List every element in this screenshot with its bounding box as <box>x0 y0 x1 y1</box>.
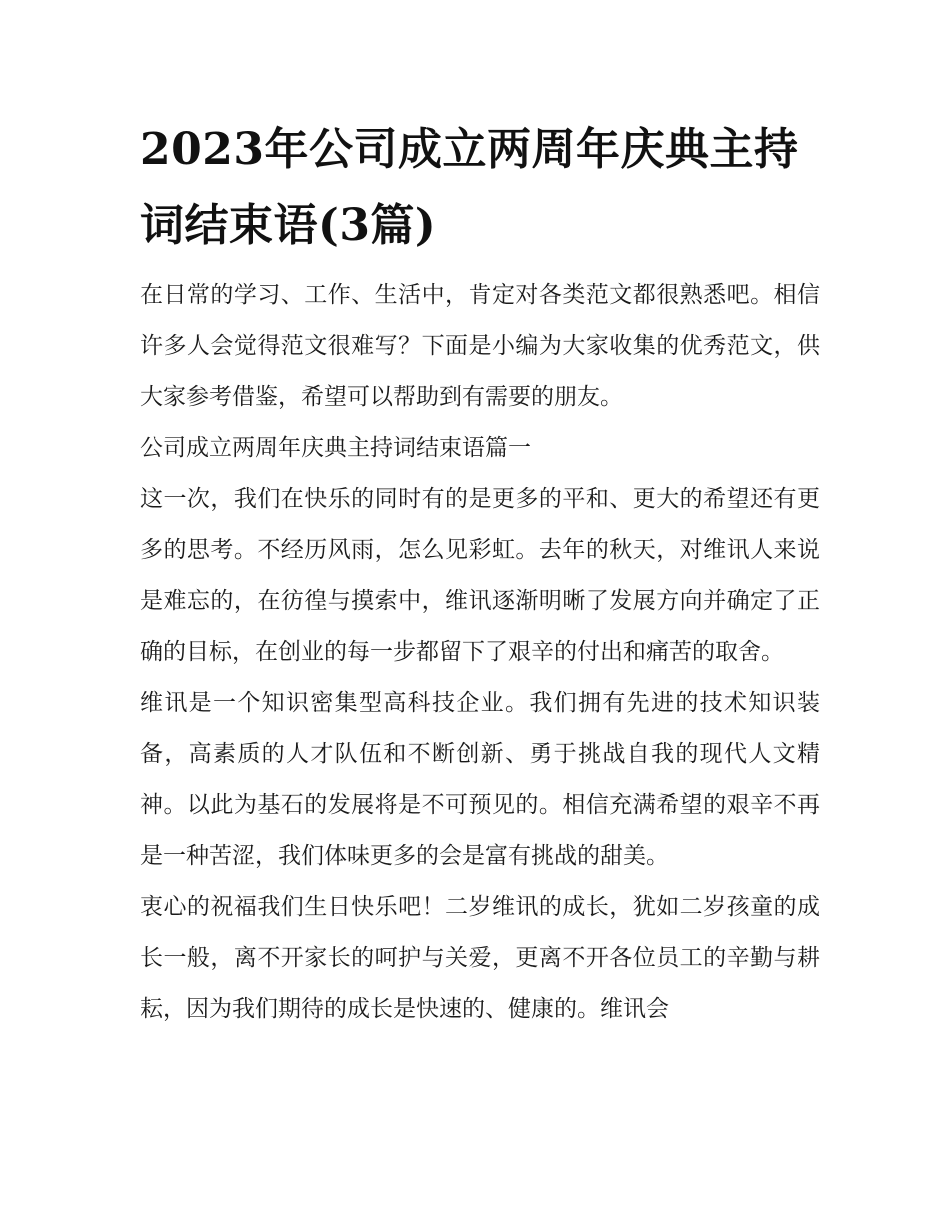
body-paragraph: 衷心的祝福我们生日快乐吧！二岁维讯的成长，犹如二岁孩童的成长一般，离不开家长的呵护与关爱，更离不开各位员工的辛勤与耕耘，因为我们期待的成长是快速的、健康的。维讯会 <box>140 894 820 1022</box>
body-paragraph: 维讯是一个知识密集型高科技企业。我们拥有先进的技术知识装备，高素质的人才队伍和不断创新、勇于挑战自我的现代人文精神。以此为基石的发展将是不可预见的。相信充满希望的艰辛不再是一种苦涩，我们体味更多的会是富有挑战的甜美。 <box>140 690 820 869</box>
intro-paragraph: 在日常的学习、工作、生活中，肯定对各类范文都很熟悉吧。相信许多人会觉得范文很难写？下面是小编为大家收集的优秀范文，供大家参考借鉴，希望可以帮助到有需要的朋友。 <box>140 282 820 410</box>
document-body <box>140 270 820 1035</box>
document-title: 2023年公司成立两周年庆典主持词结束语(3篇) <box>140 124 799 251</box>
body-paragraph: 这一次，我们在快乐的同时有的是更多的平和、更大的希望还有更多的思考。不经历风雨，怎么见彩虹。去年的秋天，对维讯人来说是难忘的，在彷徨与摸索中，维讯逐渐明晰了发展方向并确定了正确的目标，在创业的每一步都留下了艰辛的付出和痛苦的取舍。 <box>140 486 820 665</box>
section-heading: 公司成立两周年庆典主持词结束语篇一 <box>140 435 531 461</box>
